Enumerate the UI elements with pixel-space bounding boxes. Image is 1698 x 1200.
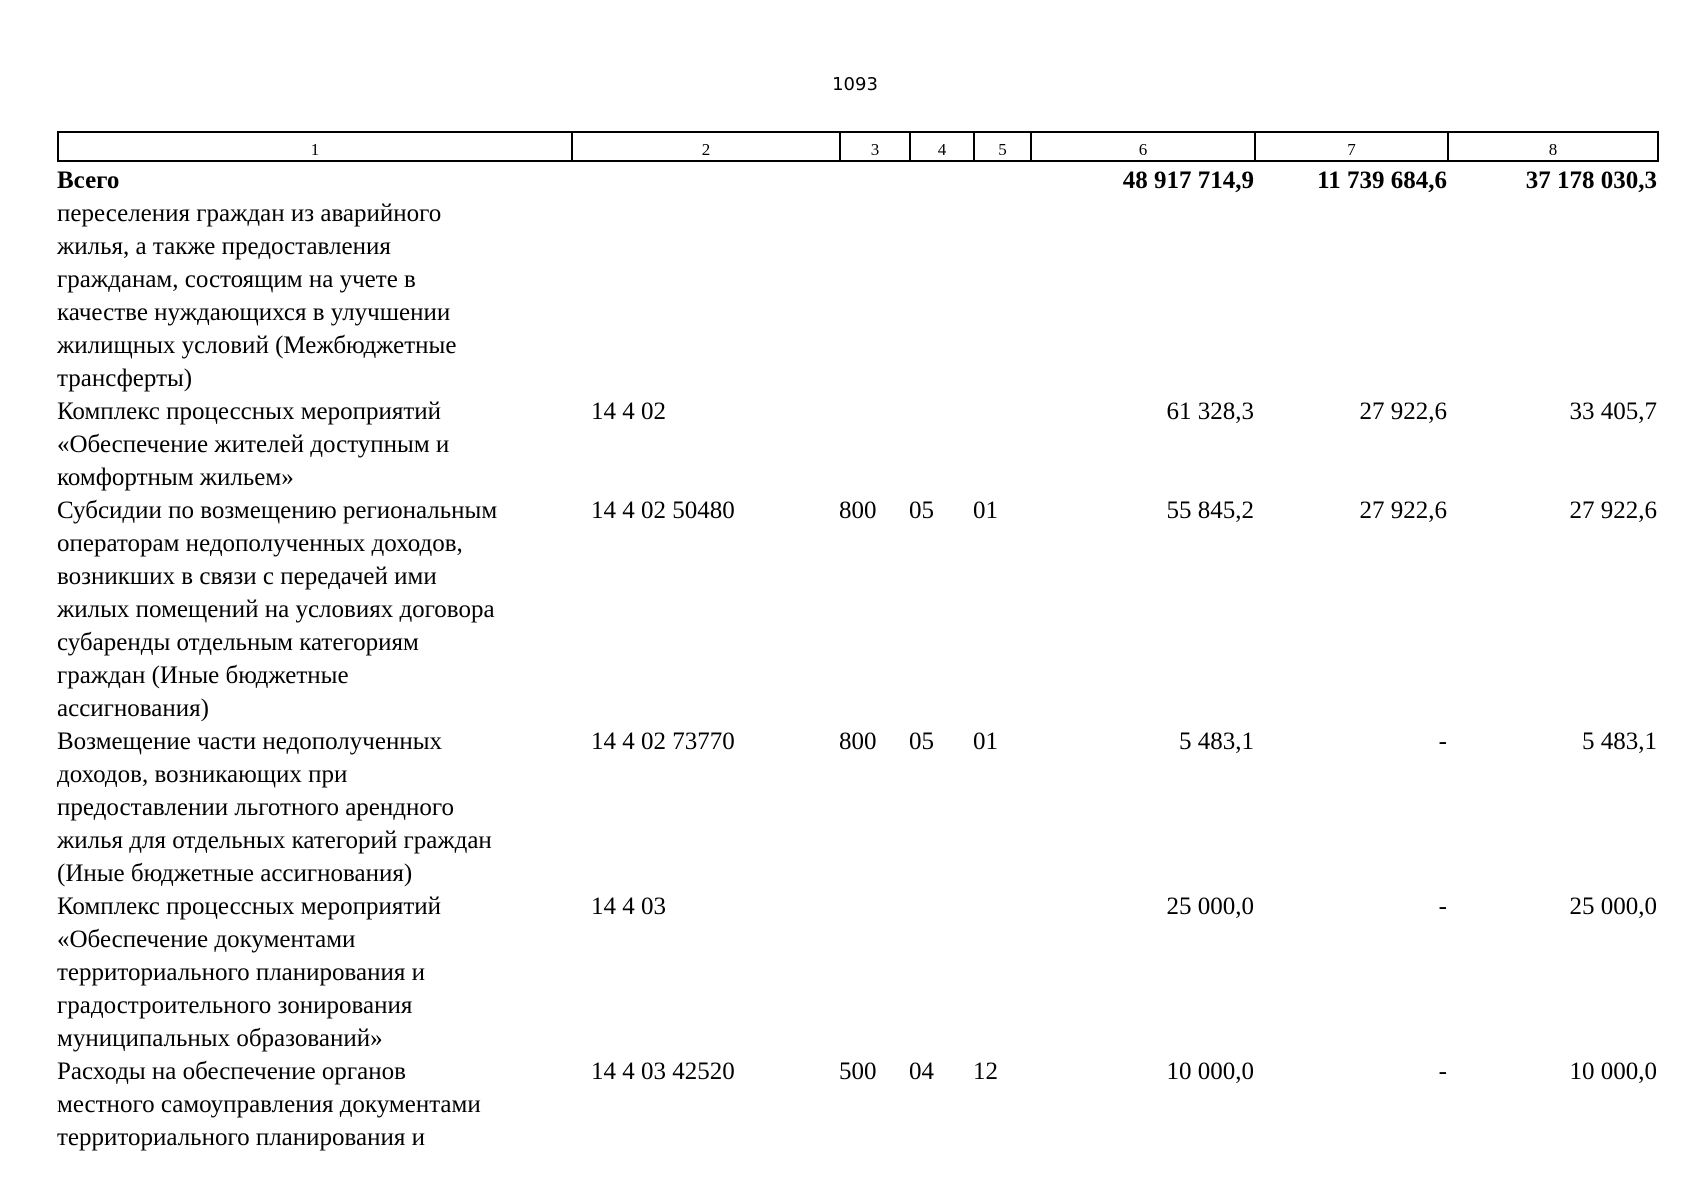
table-row — [57, 1055, 1657, 1154]
row-col-4 — [909, 197, 973, 395]
row-code: 14 4 02 50480 — [591, 497, 735, 524]
row-col-8: 33 405,7 — [1569, 398, 1657, 425]
row-description: переселения граждан из аварийного жилья, а также предоставления гражданам, состоящим на учете в качестве нуждающихся в улучшении жилищных условий (Межбюджетные трансферты) — [57, 200, 457, 392]
header-col-5: 5 — [974, 132, 1031, 161]
row-code: 14 4 03 42520 — [591, 1058, 735, 1085]
row-code — [571, 197, 839, 395]
row-col-5 — [973, 197, 1030, 395]
row-col-8: 5 483,1 — [1582, 728, 1657, 755]
row-col-7: 27 922,6 — [1359, 497, 1447, 524]
row-col-6: 55 845,2 — [1166, 497, 1254, 524]
table-row — [57, 890, 1657, 1055]
header-row — [58, 132, 1658, 161]
row-col-7: 27 922,6 — [1359, 398, 1447, 425]
row-col-7: - — [1438, 728, 1447, 755]
row-description: Субсидии по возмещению региональным операторам недополученных доходов, возникших в связи с передачей ими жилых помещений на условиях договора субаренды отдельным категориям граждан (Иные бюджетные ассигнования) — [57, 497, 498, 722]
row-col-8: 25 000,0 — [1569, 893, 1657, 920]
header-col-6: 6 — [1031, 132, 1255, 161]
row-col-3 — [839, 395, 909, 494]
header-col-4: 4 — [910, 132, 974, 161]
row-col-5: 01 — [973, 728, 998, 755]
table-row — [57, 725, 1657, 890]
total-col-6: 48 917 714,9 — [1122, 167, 1254, 194]
row-col-4 — [909, 395, 973, 494]
row-col-6 — [1030, 197, 1254, 395]
header-col-1: 1 — [58, 132, 572, 161]
row-col-7 — [1254, 197, 1447, 395]
row-col-4: 04 — [909, 1058, 934, 1085]
row-description: Комплекс процессных мероприятий «Обеспечение жителей доступным и комфортным жильем» — [57, 398, 450, 491]
row-col-6: 5 483,1 — [1179, 728, 1254, 755]
row-col-6: 25 000,0 — [1166, 893, 1254, 920]
row-code: 14 4 02 73770 — [591, 728, 735, 755]
budget-table — [57, 164, 1657, 1154]
page-number: 1093 — [832, 74, 878, 95]
total-row — [57, 164, 1657, 197]
row-col-8 — [1447, 197, 1657, 395]
table-row — [57, 494, 1657, 725]
row-col-3: 800 — [839, 728, 877, 755]
header-col-3: 3 — [840, 132, 910, 161]
row-col-5: 12 — [973, 1058, 998, 1085]
row-col-4: 05 — [909, 728, 934, 755]
row-col-8: 27 922,6 — [1569, 497, 1657, 524]
row-col-4: 05 — [909, 497, 934, 524]
row-col-5 — [973, 395, 1030, 494]
row-description: Комплекс процессных мероприятий «Обеспечение документами территориального планирования и градостроительного зонирования муниципальных образований» — [57, 893, 442, 1052]
row-col-7: - — [1438, 1058, 1447, 1085]
header-col-7: 7 — [1255, 132, 1448, 161]
row-description: Расходы на обеспечение органов местного самоуправления документами территориального планирования и — [57, 1058, 481, 1151]
row-col-8: 10 000,0 — [1569, 1058, 1657, 1085]
row-description: Возмещение части недополученных доходов, возникающих при предоставлении льготного арендного жилья для отдельных категорий граждан (Иные бюджетные ассигнования) — [57, 728, 492, 887]
row-col-5 — [973, 890, 1030, 1055]
total-col-8: 37 178 030,3 — [1525, 167, 1657, 194]
total-col-7: 11 739 684,6 — [1317, 167, 1447, 194]
row-code: 14 4 02 — [591, 398, 666, 425]
header-col-2: 2 — [572, 132, 840, 161]
table-header — [57, 131, 1659, 162]
row-col-6: 61 328,3 — [1166, 398, 1254, 425]
row-code: 14 4 03 — [591, 893, 666, 920]
row-col-4 — [909, 890, 973, 1055]
table-row — [57, 197, 1657, 395]
row-col-5: 01 — [973, 497, 998, 524]
row-col-3: 800 — [839, 497, 877, 524]
header-col-8: 8 — [1448, 132, 1658, 161]
row-col-3 — [839, 890, 909, 1055]
table-row — [57, 395, 1657, 494]
row-col-7: - — [1438, 893, 1447, 920]
row-col-3: 500 — [839, 1058, 877, 1085]
total-label: Всего — [57, 167, 120, 194]
row-col-6: 10 000,0 — [1166, 1058, 1254, 1085]
row-col-3 — [839, 197, 909, 395]
